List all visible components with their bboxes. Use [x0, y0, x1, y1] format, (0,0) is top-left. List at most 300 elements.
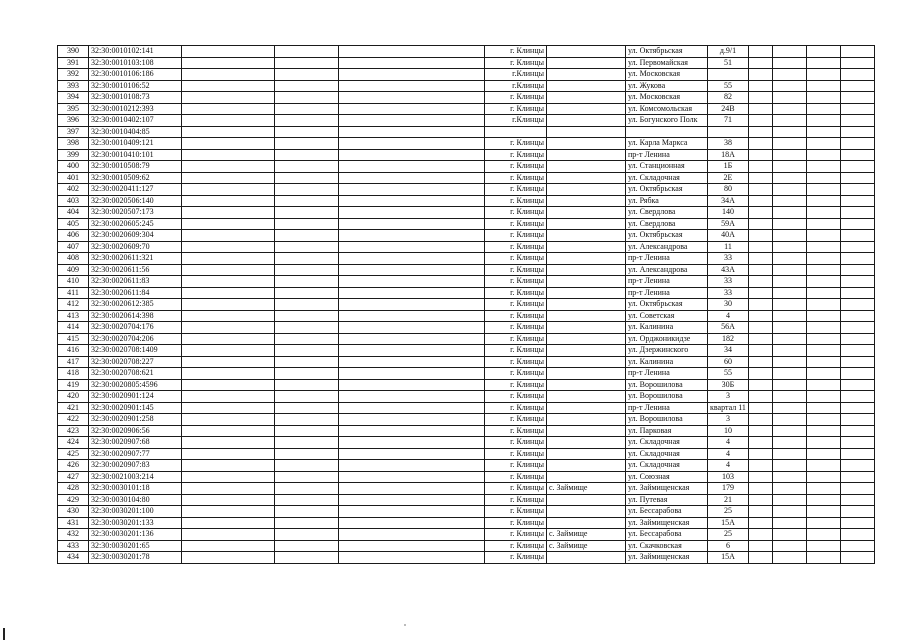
empty-cell — [339, 460, 485, 472]
cadastral-number: 32:30:0020506:140 — [89, 195, 182, 207]
table-row — [58, 92, 875, 104]
cadastral-number: 32:30:0010103:108 — [89, 57, 182, 69]
empty-cell — [339, 448, 485, 460]
cadastral-number: 32:30:0020609:70 — [89, 241, 182, 253]
empty-cell — [840, 322, 874, 334]
city: г.Клинцы — [485, 80, 547, 92]
empty-cell — [182, 391, 275, 403]
settlement — [547, 299, 626, 311]
empty-cell — [748, 218, 772, 230]
city: г. Клинцы — [485, 425, 547, 437]
settlement — [547, 69, 626, 81]
cadastral-number: 32:30:0020614:398 — [89, 310, 182, 322]
cadastral-number: 32:30:0020708:227 — [89, 356, 182, 368]
table-row — [58, 368, 875, 380]
empty-cell — [182, 506, 275, 518]
registry-table — [57, 45, 875, 564]
settlement — [547, 494, 626, 506]
cadastral-number: 32:30:0020611:321 — [89, 253, 182, 265]
city: г. Клинцы — [485, 448, 547, 460]
settlement — [547, 517, 626, 529]
row-number: 414 — [58, 322, 89, 334]
cadastral-number: 32:30:0020611:84 — [89, 287, 182, 299]
empty-cell — [772, 402, 806, 414]
empty-cell — [182, 425, 275, 437]
empty-cell — [772, 138, 806, 150]
empty-cell — [339, 540, 485, 552]
empty-cell — [772, 264, 806, 276]
table-row — [58, 552, 875, 564]
empty-cell — [182, 46, 275, 58]
house-number: 15А — [708, 517, 749, 529]
settlement — [547, 471, 626, 483]
house-number: 71 — [708, 115, 749, 127]
empty-cell — [772, 241, 806, 253]
empty-cell — [275, 195, 339, 207]
empty-cell — [339, 172, 485, 184]
table-row — [58, 310, 875, 322]
empty-cell — [182, 333, 275, 345]
empty-cell — [772, 149, 806, 161]
empty-cell — [275, 402, 339, 414]
house-number: 24В — [708, 103, 749, 115]
table-row — [58, 437, 875, 449]
empty-cell — [806, 471, 840, 483]
row-number: 405 — [58, 218, 89, 230]
street: ул. Парковая — [626, 425, 708, 437]
city: г. Клинцы — [485, 356, 547, 368]
street: ул. Комсомольская — [626, 103, 708, 115]
empty-cell — [772, 92, 806, 104]
settlement — [547, 345, 626, 357]
empty-cell — [275, 345, 339, 357]
street: ул. Жукова — [626, 80, 708, 92]
empty-cell — [840, 448, 874, 460]
empty-cell — [339, 241, 485, 253]
empty-cell — [275, 184, 339, 196]
empty-cell — [339, 138, 485, 150]
cadastral-number: 32:30:0030201:136 — [89, 529, 182, 541]
settlement — [547, 46, 626, 58]
empty-cell — [339, 69, 485, 81]
city: г. Клинцы — [485, 483, 547, 495]
empty-cell — [275, 552, 339, 564]
empty-cell — [806, 345, 840, 357]
empty-cell — [748, 276, 772, 288]
city: г. Клинцы — [485, 103, 547, 115]
empty-cell — [275, 126, 339, 138]
street: ул. Ворошилова — [626, 391, 708, 403]
house-number: 140 — [708, 207, 749, 219]
table-row — [58, 333, 875, 345]
settlement — [547, 207, 626, 219]
row-number: 391 — [58, 57, 89, 69]
empty-cell — [339, 92, 485, 104]
empty-cell — [182, 80, 275, 92]
empty-cell — [806, 103, 840, 115]
cadastral-number: 32:30:0020805:4596 — [89, 379, 182, 391]
settlement — [547, 437, 626, 449]
empty-cell — [182, 276, 275, 288]
cadastral-number: 32:30:0020901:145 — [89, 402, 182, 414]
empty-cell — [748, 414, 772, 426]
city — [485, 126, 547, 138]
empty-cell — [840, 356, 874, 368]
empty-cell — [748, 310, 772, 322]
table-row — [58, 276, 875, 288]
empty-cell — [806, 230, 840, 242]
street: ул. Складочная — [626, 437, 708, 449]
empty-cell — [806, 57, 840, 69]
street: ул. Александрова — [626, 241, 708, 253]
settlement — [547, 57, 626, 69]
empty-cell — [806, 253, 840, 265]
house-number: д.9/1 — [708, 46, 749, 58]
empty-cell — [748, 460, 772, 472]
empty-cell — [748, 402, 772, 414]
row-number: 413 — [58, 310, 89, 322]
cadastral-number: 32:30:0030104:80 — [89, 494, 182, 506]
empty-cell — [339, 506, 485, 518]
empty-cell — [772, 506, 806, 518]
empty-cell — [275, 264, 339, 276]
table-row — [58, 460, 875, 472]
row-number: 403 — [58, 195, 89, 207]
row-number: 421 — [58, 402, 89, 414]
city: г. Клинцы — [485, 161, 547, 173]
settlement — [547, 161, 626, 173]
table-row — [58, 69, 875, 81]
empty-cell — [772, 310, 806, 322]
empty-cell — [182, 471, 275, 483]
empty-cell — [772, 391, 806, 403]
cadastral-number: 32:30:0020704:176 — [89, 322, 182, 334]
settlement — [547, 391, 626, 403]
empty-cell — [772, 103, 806, 115]
house-number: 40А — [708, 230, 749, 242]
empty-cell — [806, 494, 840, 506]
table-row — [58, 529, 875, 541]
street: ул. Займищенская — [626, 483, 708, 495]
empty-cell — [182, 345, 275, 357]
cadastral-number: 32:30:0010106:186 — [89, 69, 182, 81]
empty-cell — [339, 333, 485, 345]
empty-cell — [748, 92, 772, 104]
settlement — [547, 368, 626, 380]
street: ул. Калинина — [626, 322, 708, 334]
empty-cell — [840, 506, 874, 518]
city: г. Клинцы — [485, 172, 547, 184]
cadastral-number: 32:30:0030201:65 — [89, 540, 182, 552]
street: ул. Ворошилова — [626, 379, 708, 391]
empty-cell — [806, 529, 840, 541]
empty-cell — [840, 287, 874, 299]
empty-cell — [182, 69, 275, 81]
row-number: 430 — [58, 506, 89, 518]
empty-cell — [840, 149, 874, 161]
house-number: 21 — [708, 494, 749, 506]
empty-cell — [772, 494, 806, 506]
empty-cell — [748, 138, 772, 150]
empty-cell — [748, 241, 772, 253]
street: ул. Бессарабова — [626, 506, 708, 518]
house-number: 4 — [708, 448, 749, 460]
street: ул. Свердлова — [626, 218, 708, 230]
empty-cell — [748, 299, 772, 311]
empty-cell — [339, 103, 485, 115]
empty-cell — [182, 368, 275, 380]
row-number: 408 — [58, 253, 89, 265]
empty-cell — [182, 437, 275, 449]
empty-cell — [182, 414, 275, 426]
table-row — [58, 115, 875, 127]
empty-cell — [339, 253, 485, 265]
empty-cell — [840, 471, 874, 483]
empty-cell — [772, 425, 806, 437]
empty-cell — [840, 379, 874, 391]
city: г. Клинцы — [485, 287, 547, 299]
table-row — [58, 195, 875, 207]
empty-cell — [748, 184, 772, 196]
city: г. Клинцы — [485, 230, 547, 242]
cadastral-number: 32:30:0020611:56 — [89, 264, 182, 276]
empty-cell — [182, 184, 275, 196]
empty-cell — [840, 540, 874, 552]
settlement — [547, 115, 626, 127]
empty-cell — [275, 483, 339, 495]
empty-cell — [840, 46, 874, 58]
empty-cell — [806, 379, 840, 391]
empty-cell — [182, 195, 275, 207]
street: пр-т Ленина — [626, 368, 708, 380]
table-row — [58, 184, 875, 196]
house-number: 33 — [708, 253, 749, 265]
empty-cell — [339, 471, 485, 483]
empty-cell — [275, 80, 339, 92]
empty-cell — [840, 414, 874, 426]
table-row — [58, 172, 875, 184]
table-row — [58, 241, 875, 253]
table-row — [58, 138, 875, 150]
empty-cell — [840, 80, 874, 92]
empty-cell — [772, 437, 806, 449]
empty-cell — [806, 184, 840, 196]
empty-cell — [275, 506, 339, 518]
empty-cell — [840, 138, 874, 150]
street: ул. Станционная — [626, 161, 708, 173]
empty-cell — [748, 287, 772, 299]
city: г. Клинцы — [485, 402, 547, 414]
city: г. Клинцы — [485, 218, 547, 230]
empty-cell — [806, 506, 840, 518]
empty-cell — [840, 161, 874, 173]
city: г. Клинцы — [485, 414, 547, 426]
empty-cell — [182, 126, 275, 138]
row-number: 402 — [58, 184, 89, 196]
empty-cell — [840, 494, 874, 506]
table-body — [58, 46, 875, 564]
empty-cell — [339, 115, 485, 127]
table-row — [58, 149, 875, 161]
empty-cell — [806, 276, 840, 288]
empty-cell — [339, 276, 485, 288]
empty-cell — [840, 126, 874, 138]
street: ул. Бессарабова — [626, 529, 708, 541]
empty-cell — [806, 368, 840, 380]
table-row — [58, 299, 875, 311]
city: г. Клинцы — [485, 46, 547, 58]
empty-cell — [840, 391, 874, 403]
street: ул. Путевая — [626, 494, 708, 506]
house-number: 4 — [708, 460, 749, 472]
house-number: 60 — [708, 356, 749, 368]
row-number: 392 — [58, 69, 89, 81]
street: ул. Займищенская — [626, 552, 708, 564]
table-row — [58, 264, 875, 276]
empty-cell — [840, 57, 874, 69]
empty-cell — [339, 80, 485, 92]
city: г. Клинцы — [485, 253, 547, 265]
empty-cell — [182, 149, 275, 161]
row-number: 417 — [58, 356, 89, 368]
city: г. Клинцы — [485, 92, 547, 104]
cadastral-number: 32:30:0020906:56 — [89, 425, 182, 437]
row-number: 407 — [58, 241, 89, 253]
empty-cell — [748, 368, 772, 380]
street: ул. Александрова — [626, 264, 708, 276]
empty-cell — [806, 46, 840, 58]
settlement — [547, 506, 626, 518]
city: г. Клинцы — [485, 529, 547, 541]
empty-cell — [182, 253, 275, 265]
cadastral-number: 32:30:0010102:141 — [89, 46, 182, 58]
city: г. Клинцы — [485, 471, 547, 483]
table-row — [58, 517, 875, 529]
empty-cell — [840, 517, 874, 529]
table-row — [58, 46, 875, 58]
house-number: 34А — [708, 195, 749, 207]
house-number — [708, 69, 749, 81]
empty-cell — [840, 92, 874, 104]
row-number: 399 — [58, 149, 89, 161]
row-number: 431 — [58, 517, 89, 529]
street: ул. Складочная — [626, 172, 708, 184]
settlement — [547, 253, 626, 265]
row-number: 434 — [58, 552, 89, 564]
row-number: 433 — [58, 540, 89, 552]
empty-cell — [275, 494, 339, 506]
empty-cell — [806, 517, 840, 529]
row-number: 412 — [58, 299, 89, 311]
empty-cell — [275, 529, 339, 541]
house-number: 2Е — [708, 172, 749, 184]
empty-cell — [275, 356, 339, 368]
empty-cell — [772, 207, 806, 219]
cadastral-number: 32:30:0030201:78 — [89, 552, 182, 564]
empty-cell — [772, 368, 806, 380]
row-number: 394 — [58, 92, 89, 104]
cadastral-number: 32:30:0020507:173 — [89, 207, 182, 219]
empty-cell — [806, 287, 840, 299]
table-row — [58, 483, 875, 495]
cadastral-number: 32:30:0020704:206 — [89, 333, 182, 345]
empty-cell — [806, 92, 840, 104]
empty-cell — [748, 69, 772, 81]
row-number: 390 — [58, 46, 89, 58]
empty-cell — [840, 253, 874, 265]
row-number: 409 — [58, 264, 89, 276]
table-row — [58, 230, 875, 242]
scan-speck — [404, 624, 406, 626]
house-number: 6 — [708, 540, 749, 552]
empty-cell — [806, 241, 840, 253]
empty-cell — [840, 172, 874, 184]
empty-cell — [275, 287, 339, 299]
empty-cell — [182, 310, 275, 322]
settlement — [547, 322, 626, 334]
empty-cell — [840, 184, 874, 196]
cadastral-number: 32:30:0020901:124 — [89, 391, 182, 403]
empty-cell — [182, 230, 275, 242]
empty-cell — [748, 322, 772, 334]
row-number: 415 — [58, 333, 89, 345]
house-number: 3 — [708, 391, 749, 403]
street: ул. Московская — [626, 92, 708, 104]
cadastral-number: 32:30:0010402:107 — [89, 115, 182, 127]
empty-cell — [772, 253, 806, 265]
city: г. Клинцы — [485, 460, 547, 472]
city: г. Клинцы — [485, 264, 547, 276]
empty-cell — [772, 184, 806, 196]
empty-cell — [339, 345, 485, 357]
empty-cell — [748, 483, 772, 495]
empty-cell — [339, 230, 485, 242]
empty-cell — [772, 46, 806, 58]
house-number: 30 — [708, 299, 749, 311]
cadastral-number: 32:30:0010404:85 — [89, 126, 182, 138]
empty-cell — [275, 241, 339, 253]
empty-cell — [275, 103, 339, 115]
empty-cell — [182, 379, 275, 391]
empty-cell — [182, 448, 275, 460]
empty-cell — [806, 437, 840, 449]
empty-cell — [840, 115, 874, 127]
cadastral-number: 32:30:0020907:83 — [89, 460, 182, 472]
empty-cell — [772, 218, 806, 230]
empty-cell — [772, 115, 806, 127]
empty-cell — [182, 103, 275, 115]
empty-cell — [275, 230, 339, 242]
empty-cell — [748, 230, 772, 242]
table-row — [58, 322, 875, 334]
empty-cell — [772, 356, 806, 368]
row-number: 419 — [58, 379, 89, 391]
table-row — [58, 448, 875, 460]
street: ул. Скачковская — [626, 540, 708, 552]
settlement — [547, 333, 626, 345]
empty-cell — [806, 552, 840, 564]
empty-cell — [182, 207, 275, 219]
house-number: 3 — [708, 414, 749, 426]
empty-cell — [772, 414, 806, 426]
house-number: 103 — [708, 471, 749, 483]
street: пр-т Ленина — [626, 287, 708, 299]
row-number: 427 — [58, 471, 89, 483]
house-number: 43А — [708, 264, 749, 276]
row-number: 420 — [58, 391, 89, 403]
empty-cell — [339, 368, 485, 380]
empty-cell — [806, 299, 840, 311]
